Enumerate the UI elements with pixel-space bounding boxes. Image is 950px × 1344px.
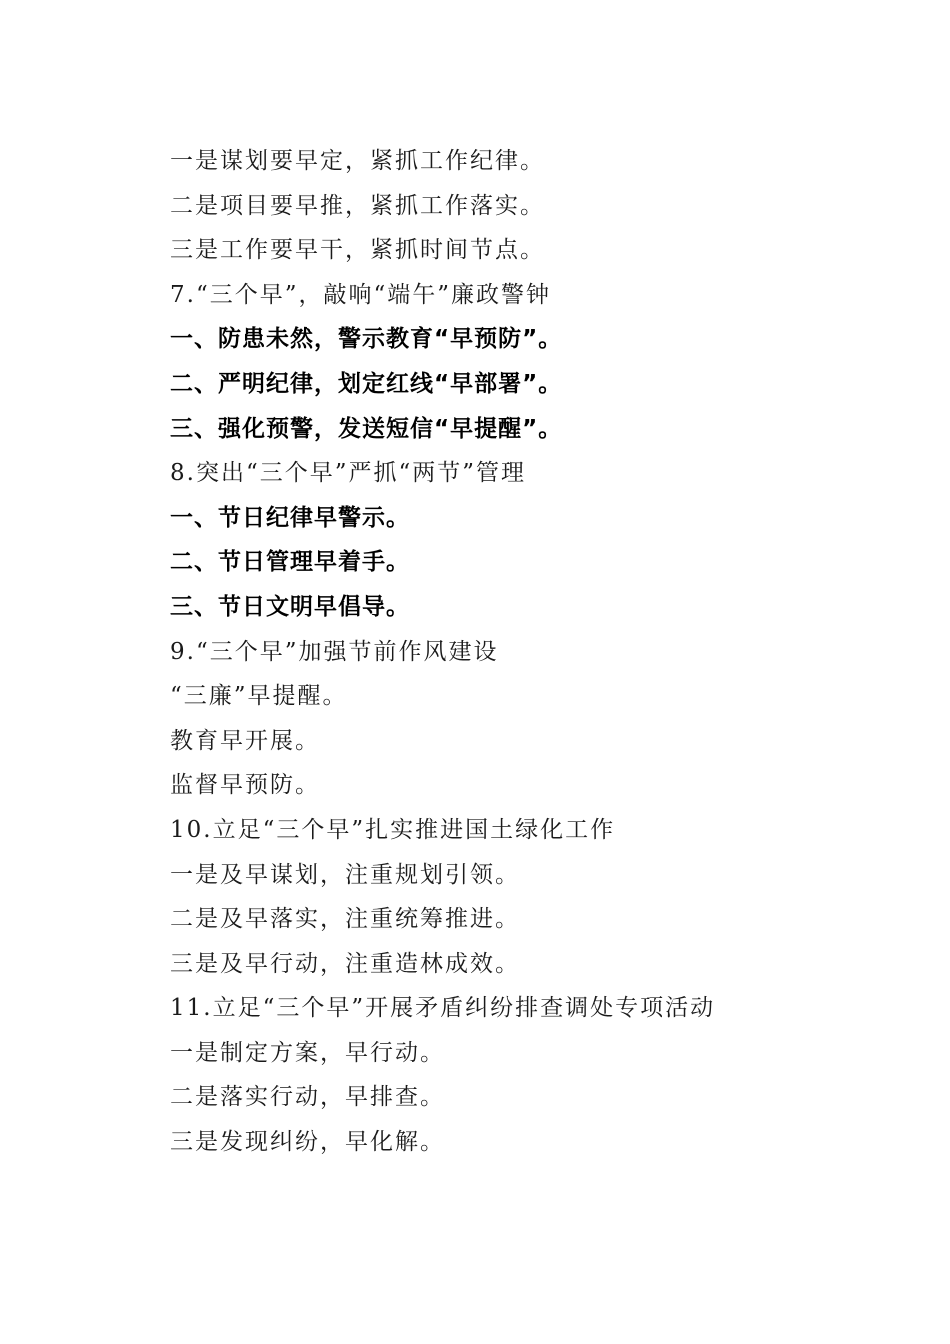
section-heading: 9.“三个早”加强节前作风建设 xyxy=(170,638,499,665)
bold-item: 二、严明纪律，划定红线“早部署”。 xyxy=(170,370,563,397)
paragraph-line: 教育早开展。 xyxy=(170,727,320,754)
paragraph-line: 监督早预防。 xyxy=(170,772,320,799)
section-heading: 7.“三个早”，敲响“端午”廉政警钟 xyxy=(170,281,551,308)
paragraph-line: 一是制定方案，早行动。 xyxy=(170,1039,445,1066)
bold-item: 三、强化预警，发送短信“早提醒”。 xyxy=(170,415,563,442)
bold-item: 三、节日文明早倡导。 xyxy=(170,593,410,620)
bold-item: 二、节日管理早着手。 xyxy=(170,549,410,576)
paragraph-line: 三是工作要早干，紧抓时间节点。 xyxy=(170,237,545,264)
document-body xyxy=(170,139,870,1165)
section-heading: 11.立足“三个早”开展矛盾纠纷排查调处专项活动 xyxy=(170,995,716,1022)
paragraph-line: “三廉”早提醒。 xyxy=(170,683,348,710)
paragraph-line: 二是项目要早推，紧抓工作落实。 xyxy=(170,192,545,219)
bold-item: 一、节日纪律早警示。 xyxy=(170,504,410,531)
section-heading: 10.立足“三个早”扎实推进国土绿化工作 xyxy=(170,816,616,843)
section-heading: 8.突出“三个早”严抓“两节”管理 xyxy=(170,460,526,487)
paragraph-line: 二是及早落实，注重统筹推进。 xyxy=(170,906,520,933)
paragraph-line: 二是落实行动，早排查。 xyxy=(170,1084,445,1111)
paragraph-line: 一是及早谋划，注重规划引领。 xyxy=(170,861,520,888)
paragraph-line: 一是谋划要早定，紧抓工作纪律。 xyxy=(170,148,545,174)
paragraph-line: 三是发现纠纷，早化解。 xyxy=(170,1129,445,1156)
paragraph-line: 三是及早行动，注重造林成效。 xyxy=(170,950,520,977)
bold-item: 一、防患未然，警示教育“早预防”。 xyxy=(170,326,563,353)
